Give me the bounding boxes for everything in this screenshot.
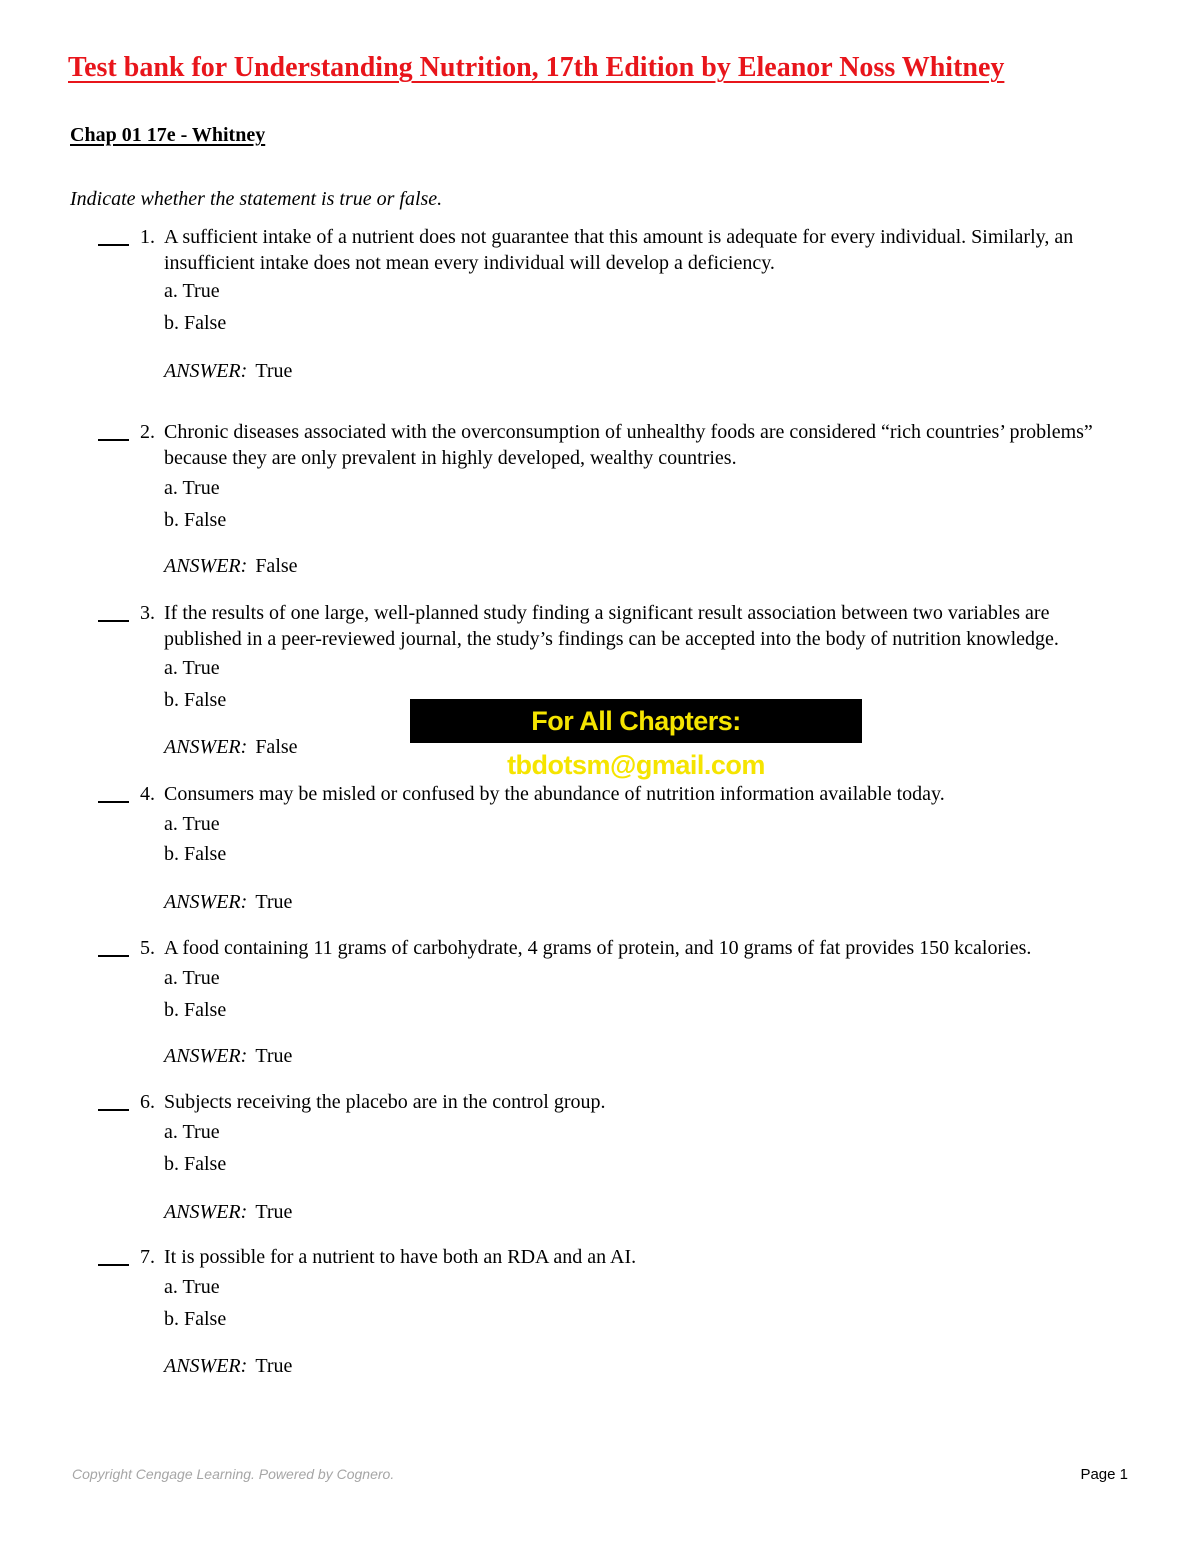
question-number: 2. <box>140 421 155 443</box>
choice-true: a. True <box>164 477 220 499</box>
answer-value: True <box>255 1045 293 1067</box>
choice-false: b. False <box>164 509 227 531</box>
answer-blank <box>98 244 129 246</box>
choice-true: a. True <box>164 280 220 302</box>
answer-line <box>164 358 292 384</box>
answer-label: ANSWER: <box>164 891 248 913</box>
answer-line <box>164 553 298 579</box>
question-text: Subjects receiving the placebo are in the control group. <box>164 1091 606 1113</box>
promo-banner: For All Chapters: tbdotsm@gmail.com <box>410 699 862 743</box>
page-number: Page 1 <box>1080 1466 1128 1483</box>
question-number: 7. <box>140 1246 155 1268</box>
answer-blank <box>98 801 129 803</box>
question-text: If the results of one large, well-planned study finding a significant result association between two variables are published in a peer-reviewed journal, the study’s findings can be accepted into the body of nutrition knowledge. <box>164 602 1059 650</box>
answer-line <box>164 889 292 915</box>
choice-false: b. False <box>164 843 227 865</box>
answer-label: ANSWER: <box>164 1201 248 1223</box>
answer-label: ANSWER: <box>164 736 248 758</box>
choice-true: a. True <box>164 1121 220 1143</box>
answer-line <box>164 1043 292 1069</box>
question-number: 3. <box>140 602 155 624</box>
answer-blank <box>98 620 129 622</box>
question-number: 4. <box>140 783 155 805</box>
question-number: 1. <box>140 226 155 248</box>
choice-true: a. True <box>164 1276 220 1298</box>
choice-true: a. True <box>164 657 220 679</box>
question-number: 6. <box>140 1091 155 1113</box>
answer-value: False <box>255 555 298 577</box>
instructions: Indicate whether the statement is true or false. <box>70 188 443 210</box>
choice-true: a. True <box>164 967 220 989</box>
answer-label: ANSWER: <box>164 1045 248 1067</box>
question-text: Consumers may be misled or confused by the abundance of nutrition information available today. <box>164 783 945 805</box>
answer-value: True <box>255 1201 293 1223</box>
answer-line <box>164 734 298 760</box>
choice-true: a. True <box>164 813 220 835</box>
answer-label: ANSWER: <box>164 555 248 577</box>
answer-blank <box>98 1109 129 1111</box>
answer-label: ANSWER: <box>164 360 248 382</box>
answer-blank <box>98 439 129 441</box>
answer-line <box>164 1353 292 1379</box>
question-text: It is possible for a nutrient to have both an RDA and an AI. <box>164 1246 637 1268</box>
chapter-heading: Chap 01 17e - Whitney <box>70 124 266 146</box>
question-number: 5. <box>140 937 155 959</box>
choice-false: b. False <box>164 1153 227 1175</box>
choice-false: b. False <box>164 999 227 1021</box>
answer-value: True <box>255 360 293 382</box>
answer-value: False <box>255 736 298 758</box>
answer-label: ANSWER: <box>164 1355 248 1377</box>
answer-value: True <box>255 891 293 913</box>
document-title: Test bank for Understanding Nutrition, 17th Edition by Eleanor Noss Whitney <box>68 52 1005 83</box>
question-text: A food containing 11 grams of carbohydrate, 4 grams of protein, and 10 grams of fat provides 150 kcalories. <box>164 937 1032 959</box>
footer-copyright: Copyright Cengage Learning. Powered by Cognero. <box>72 1466 395 1482</box>
answer-line <box>164 1199 292 1225</box>
question-text: A sufficient intake of a nutrient does not guarantee that this amount is adequate for every individual. Similarly, an insufficient intake does not mean every individual will develop a deficiency. <box>164 226 1074 274</box>
answer-blank <box>98 1264 129 1266</box>
choice-false: b. False <box>164 1308 227 1330</box>
choice-false: b. False <box>164 689 227 711</box>
answer-blank <box>98 955 129 957</box>
answer-value: True <box>255 1355 293 1377</box>
question-text: Chronic diseases associated with the overconsumption of unhealthy foods are considered “rich countries’ problems” because they are only prevalent in highly developed, wealthy countries. <box>164 421 1093 469</box>
choice-false: b. False <box>164 312 227 334</box>
